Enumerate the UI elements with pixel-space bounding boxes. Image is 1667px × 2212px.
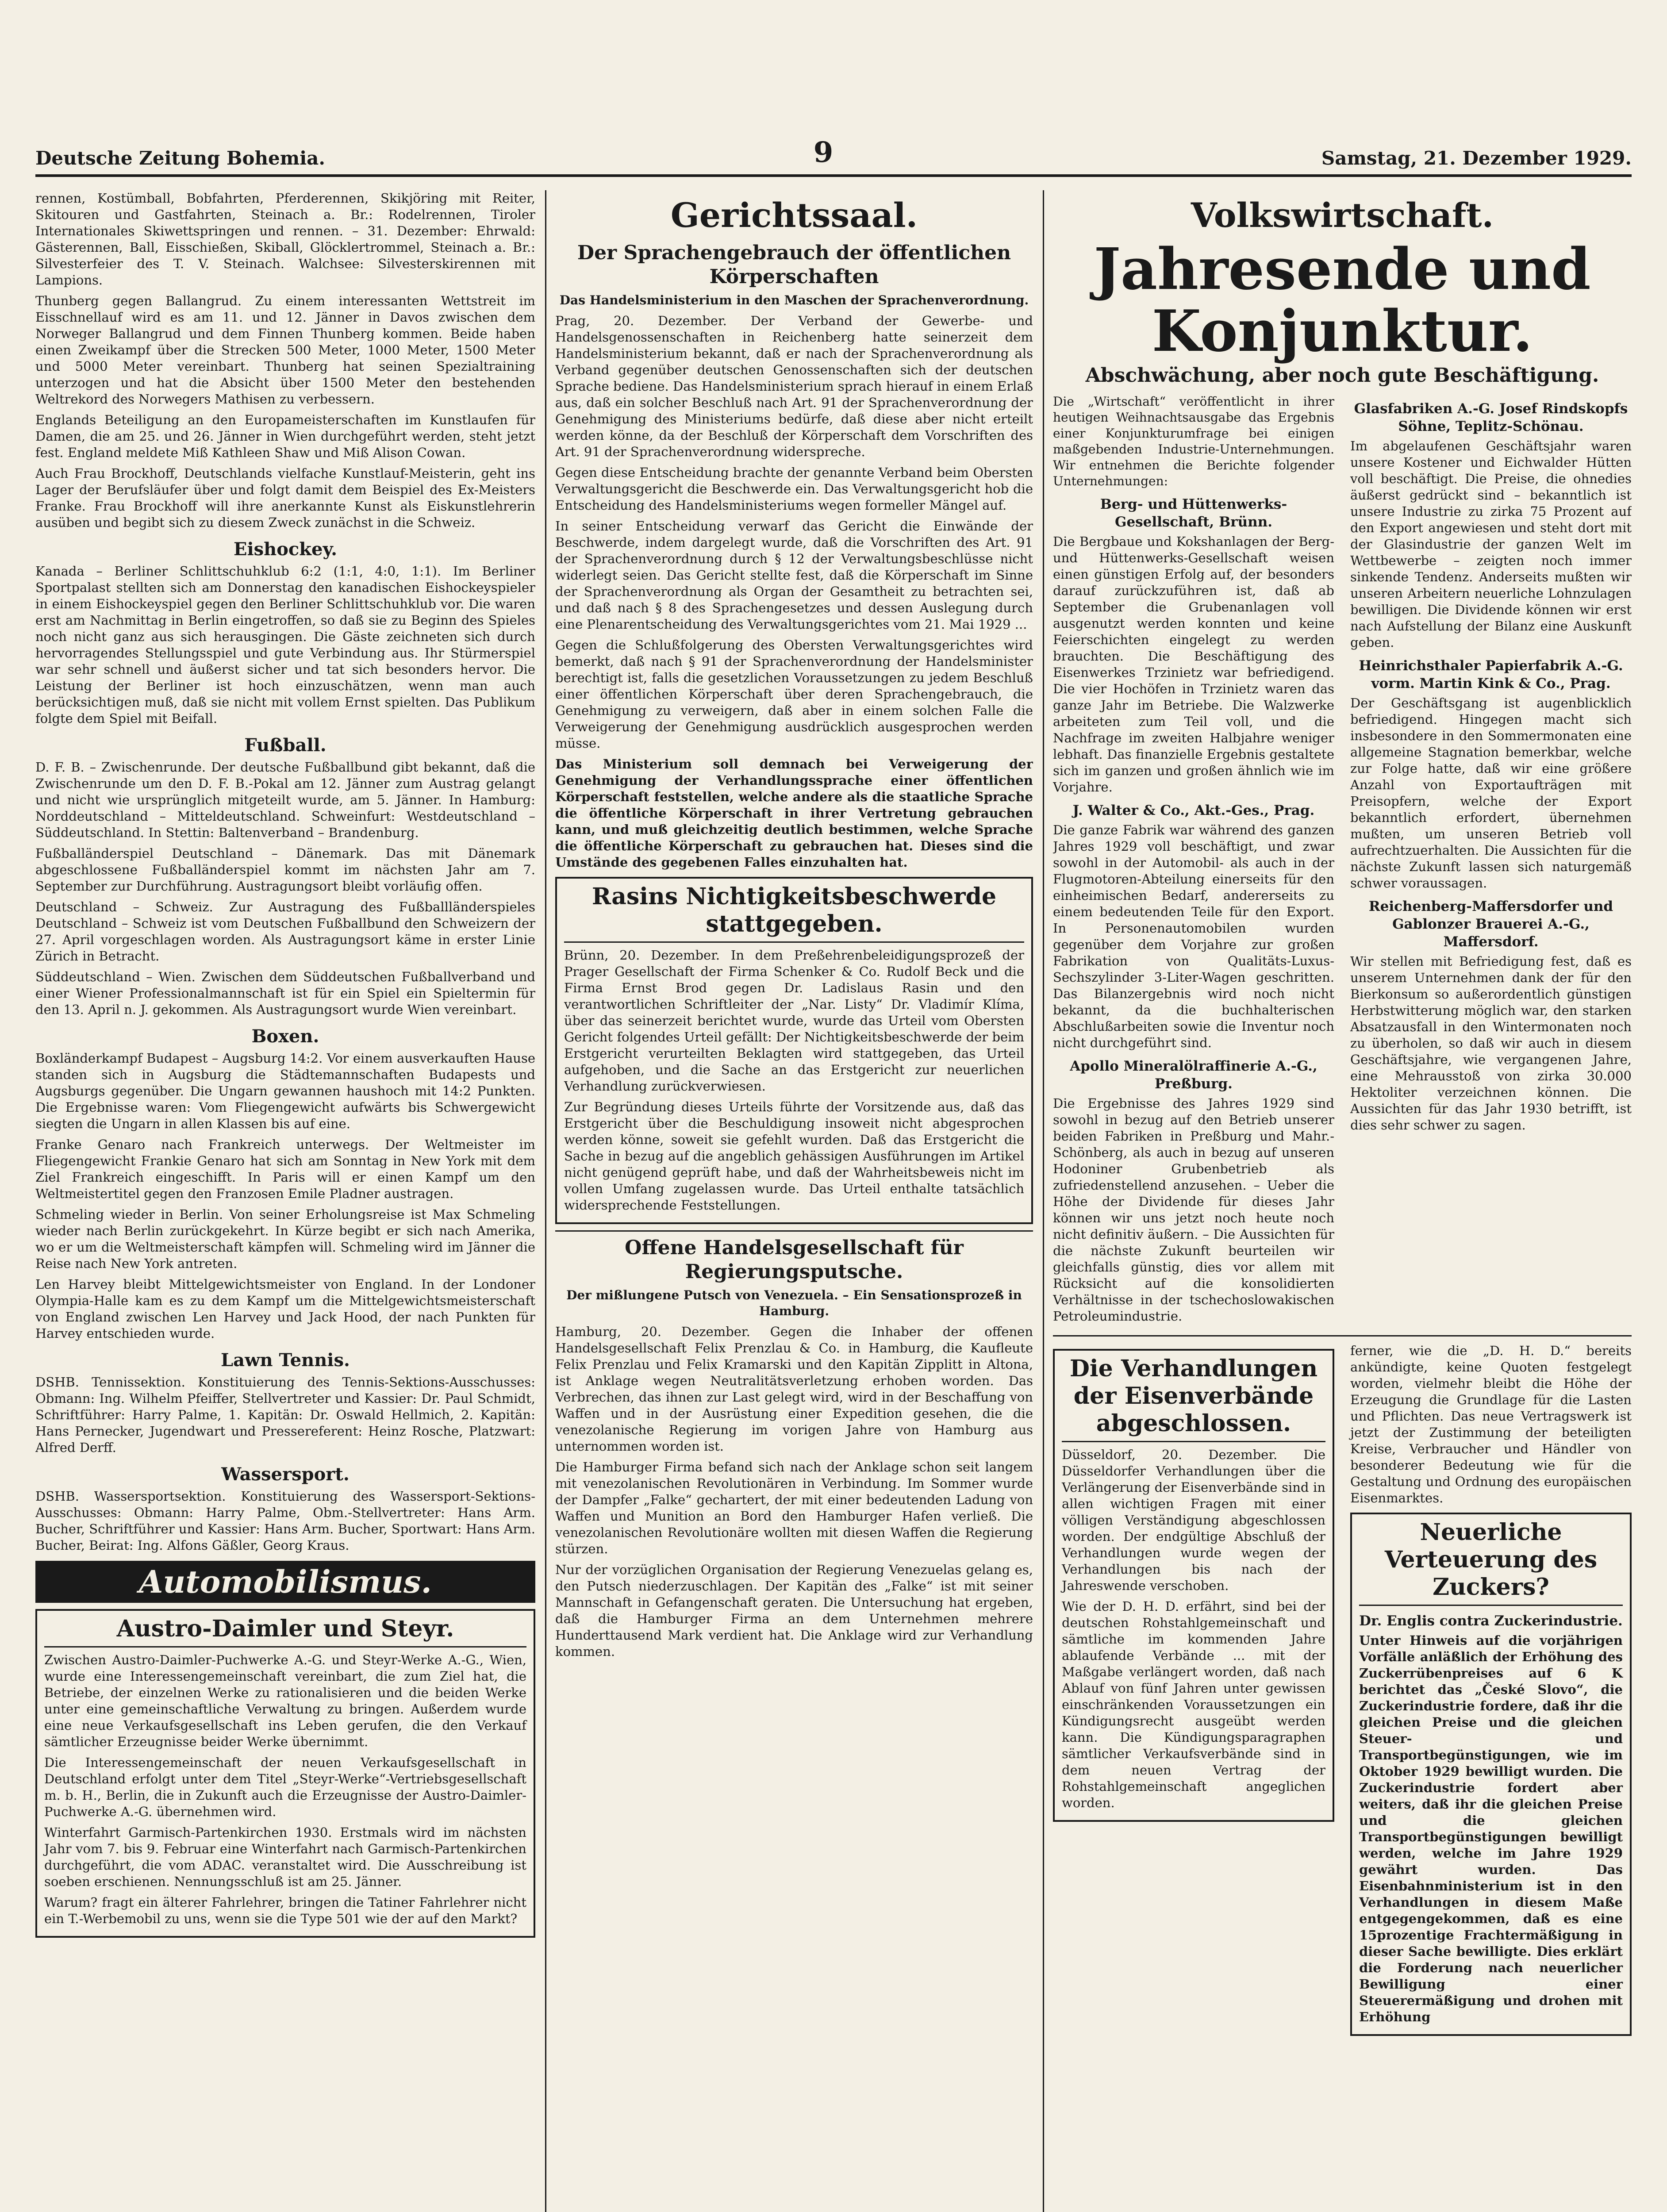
issue-date: Samstag, 21. Dezember 1929. <box>1321 147 1632 169</box>
main-subheadline: Abschwächung, aber noch gute Beschäftigung. <box>1085 364 1599 387</box>
section-heading: Boxen. <box>251 1026 319 1047</box>
firm-heading: Reichenberg-Maffersdorfer und Gablonzer Brauerei A.-G., Maffersdorf. <box>1368 899 1613 950</box>
paragraph: Die Ergebnisse des Jahres 1929 sind sowohl in bezug auf den Betrieb unserer beiden Fabriken in Preßburg und Mahr.-Schönberg, als auch in bezug auf unseren Hodoniner Grubenbetrieb als zufriedenstellend anzusehen. – Ueber die Höhe der Dividende für dieses Jahr können wir uns jetzt noch heute noch nicht definitiv äußern. – Die Aussichten für die nächste Zukunft beurteilen wir gleichfalls günstig, dies vor allem mit Rücksicht auf die konsolidierten Verhältnisse in der tschechoslowakischen Petroleumindustrie. <box>1053 1096 1334 1324</box>
newspaper-page <box>35 27 1632 2212</box>
box-title: Rasins Nichtigkeitsbeschwerde stattgegeben. <box>564 883 1024 943</box>
paragraph: DSHB. Tennissektion. Konstituierung des Tennis-Sektions-Ausschusses: Obmann: Ing. Wilhelm Pfeiffer, Stellvertreter und Kassier: Dr. Paul Schmidt, Schriftführer: Harry Palme, 1. Kapitän: Dr. Oswald Hellmich, 2. Kapitän: Hans Pernecker, Jugendwart und Pressereferent: Heinz Rosche, Platzwart: Alfred Derff. <box>35 1375 535 1455</box>
paragraph: Unter Hinweis auf die vorjährigen Vorfälle anläßlich der Erhöhung des Zuckerrübenpreises auf 6 K berichtet das „České Slovo“, die Zuckerindustrie fordere, daß ihr die gleichen Preise und die gleichen Steuer- und Transportbegünstigungen, wie im Oktober 1929 bewilligt wurden. Die Zuckerindustrie fordert aber weiters, daß ihr die gleichen Preise und die gleichen Transportbegünstigungen bewilligt werden, welche im Jahre 1929 gewährt wurden. Das Eisenbahnministerium ist in den Verhandlungen in diesem Maße entgegengekommen, daß es eine 15prozentige Frachtermäßigung in dieser Sache bewilligte. Dies erklärt die Forderung nach neuerlicher Bewilligung einer Steuerermäßigung und drohen mit Erhöhung <box>1359 1633 1623 2024</box>
firm-heading: Glasfabriken A.-G. Josef Rindskopfs Söhne, Teplitz-Schönau. <box>1354 401 1628 434</box>
section-heading: Lawn Tennis. <box>221 1350 350 1371</box>
paragraph: Auch Frau Brockhoff, Deutschlands vielfache Kunstlauf-Meisterin, geht ins Lager der Berufsläufer über und folgt damit dem Beispiel des Ex-Meisters Franke. Frau Brockhoff will ihre anerkannte Kunst als Eiskunstlehrerin ausüben und begibt sich zu diesem Zweck zunächst in die Schweiz. <box>35 466 535 530</box>
paragraph: D. F. B. – Zwischenrunde. Der deutsche Fußballbund gibt bekannt, daß die Zwischenrunde um den D. F. B.-Pokal am 12. Jänner zum Austrag gelangt und nicht wie ursprünglich mitgeteilt wurde, am 5. Jänner. In Hamburg: Norddeutschland – Mitteldeutschland. Schweinfurt: Westdeutschland – Süddeutschland. In Stettin: Baltenverband – Brandenburg. <box>35 760 535 840</box>
paragraph: Hamburg, 20. Dezember. Gegen die Inhaber der offenen Handelsgesellschaft Felix Prenzlau & Co. in Hamburg, die Kaufleute Felix Prenzlau und Felix Kramarski und den Kapitän Zipplitt in Altona, ist Anklage wegen Neutralitätsverletzung erhoben worden. Das Verbrechen, das ihnen zur Last gelegt wird, wird in der Beschaffung von Waffen und in der Ausrüstung einer Expedition gesehen, die die venezolanische Regierung im vorigen Jahre von Hamburg aus unternommen worden ist. <box>555 1324 1033 1454</box>
paper-name: Deutsche Zeitung Bohemia. <box>35 147 325 169</box>
paragraph: Süddeutschland – Wien. Zwischen dem Süddeutschen Fußballverband und einer Wiener Professionalmannschaft ist für ein Spiel ein Spieltermin für den 13. April n. J. gekommen. Als Austragungsort wurde Wien vereinbart. <box>35 969 535 1017</box>
paragraph: DSHB. Wassersportsektion. Konstituierung des Wassersport-Sektions-Ausschusses: Obmann: Harry Palme, Obm.-Stellvertreter: Hans Arm. Bucher, Schriftführer und Kassier: Hans Arm. Bucher, Sportwart: Hans Arm. Bucher, Beirat: Ing. Alfons Gäßler, Georg Kraus. <box>35 1489 535 1553</box>
box-title: Neuerliche Verteuerung des Zuckers? <box>1359 1519 1623 1606</box>
economy-subcolumns <box>1053 394 1632 1329</box>
paragraph: ferner, wie die „D. H. D.“ bereits ankündigte, keine Quoten festgelegt worden, vielmehr bleibt die Höhe der Erzeugung die Grundlage für die Lasten und Pflichten. Das neue Vertragswerk ist jetzt der Zustimmung der beteiligten Kreise, Verbraucher und Händler von besonderer Bedeutung wie für die Gestaltung und Ordnung des europäischen Eisenmarktes. <box>1350 1343 1632 1505</box>
paragraph: Gegen diese Entscheidung brachte der genannte Verband beim Obersten Verwaltungsgericht die Beschwerde ein. Das Verwaltungsgericht hob die Entscheidung des Handelsministeriums wegen formeller Mängel auf. <box>555 465 1033 513</box>
section-title: Volkswirtschaft. <box>1191 196 1494 235</box>
section-title: Gerichtssaal. <box>670 196 918 235</box>
paragraph: Düsseldorf, 20. Dezember. Die Düsseldorfer Verhandlungen über die Verlängerung der Eisenverbände sind in allen wichtigen Fragen mit einer völligen Verständigung abgeschlossen worden. Der endgültige Abschluß der Verhandlungen wurde wegen der Verhandlungen bis nach der Jahreswende verschoben. <box>1062 1447 1325 1593</box>
paragraph: Der Geschäftsgang ist augenblicklich befriedigend. Hingegen macht sich insbesondere in den Sommermonaten eine allgemeine Stagnation bemerkbar, welche zur Folge hatte, daß wir eine größere Anzahl von Exportaufträgen mit Preisopfern, welche der Export bekanntlich erfordert, übernehmen mußten, um unseren Betrieb voll aufrechtzuerhalten. Die Aussichten für die nächste Zukunft lassen sich naturgemäß schwer voraussagen. <box>1350 695 1632 891</box>
paragraph: Wir stellen mit Befriedigung fest, daß es unserem Unternehmen dank der für den Bierkonsum so außerordentlich günstigen Herbstwitterung möglich war, den starken Absatzausfall in den Wintermonaten noch zu überholen, so daß wir auch in diesem Geschäftsjahre, wie vergangenen Jahre, eine Mehrausstoß von zirka 30.000 Hektoliter verzeichnen können. Die Aussichten für das Jahr 1930 betrifft, ist dies sehr schwer zu sagen. <box>1350 954 1632 1133</box>
eisen-box <box>1053 1349 1334 1822</box>
paragraph: rennen, Kostümball, Bobfahrten, Pferderennen, Skikjöring mit Reiter, Skitouren und Gastfahrten, Steinach a. Br.: Rodelrennen, Tiroler Internationales Skiwettspringen und rennen. – 31. Dezember: Ehrwald: Gästerennen, Ball, Eisschießen, Skiball, Glöcklertrommel, Steinach a. Br.: Silvesterfeier des T. V. Steinach. Walchsee: Silvesterskirennen mit Lampions. <box>35 191 535 288</box>
section-heading: Wassersport. <box>221 1464 350 1485</box>
paragraph: Fußballänderspiel Deutschland – Dänemark. Das mit Dänemark abgeschlossene Fußballänderspiel kommt im nächsten Jahr am 7. September zur Durchführung. Austragungsort bleibt vorläufig offen. <box>35 846 535 894</box>
sport-column <box>35 190 535 2212</box>
main-headline: Jahresende und Konjunktur. <box>1094 236 1591 365</box>
paragraph: Englands Beteiligung an den Europameisterschaften im Kunstlaufen für Damen, die am 25. und 26. Jänner in Wien durchgeführt werden, steht jetzt fest. England meldete Miß Kathleen Shaw und Miß Alison Cowan. <box>35 412 535 460</box>
page-number: 9 <box>813 136 834 169</box>
court-column <box>555 190 1033 2212</box>
box-title: Die Verhandlungen der Eisenverbände abgeschlossen. <box>1062 1355 1325 1442</box>
divider <box>1053 1335 1632 1336</box>
rasin-box <box>555 877 1033 1224</box>
article-subheadline: Der mißlungene Putsch von Venezuela. – Ein Sensationsprozeß in Hamburg. <box>566 1288 1022 1318</box>
zucker-article <box>1350 1343 1632 2042</box>
paragraph: Im abgelaufenen Geschäftsjahr waren unsere Kostener und Eichwalder Hütten voll beschäftigt. Die Preise, die ohnedies äußerst gedrückt sind – bekanntlich ist unsere Industrie zu zirka 75 Prozent auf den Export angewiesen und steht dort mit der Glasindustrie der ganzen Welt im Wettbewerbe – zeigten noch immer sinkende Tendenz. Anderseits mußten wir unseren Arbeitern neuerliche Lohnzulagen bewilligen. Die Dividende können wir erst nach Aufstellung der Bilanz eine Auskunft geben. <box>1350 438 1632 650</box>
paragraph: Die ganze Fabrik war während des ganzen Jahres 1929 voll beschäftigt, und zwar sowohl in der Automobil- als auch in der Flugmotoren-Abteilung einerseits für den einheimischen Bedarf, andererseits zu einem bedeutenden Teile für den Export. In Personenautomobilen wurden gegenüber dem Vorjahre zur großen Fabrikation von Qualitäts-Luxus-Sechszylinder 3-Liter-Wagen geschritten. Das Bilanzergebnis wird noch nicht bekannt, da die buchhalterischen Abschlußarbeiten sowie die Inventur noch nicht durchgeführt sind. <box>1053 822 1334 1050</box>
article-subheadline: Das Handelsministerium in den Maschen der Sprachenverordnung. <box>559 293 1029 307</box>
firm-heading: Apollo Mineralölraffinerie A.-G., Preßburg. <box>1070 1058 1317 1092</box>
masthead <box>35 133 1632 177</box>
paragraph: Die Bergbaue und Kokshanlagen der Berg- und Hüttenwerks-Gesellschaft weisen einen günstigen Erfolg auf, der besonders darauf zurückzuführen ist, daß ab September die Grubenanlagen voll ausgenutzt werden konnten und keine Feierschichten eingelegt zu werden brauchten. Die Beschäftigung des Eisenwerkes Trzinietz war befriedigend. Die vier Hochöfen in Trzinietz waren das ganze Jahr im Betriebe. Die Walzwerke arbeiteten zum Teil voll, und die Nachfrage im zweiten Halbjahre weniger lebhaft. Das finanzielle Ergebnis gestaltete sich im ganzen und großen ähnlich wie im Vorjahre. <box>1053 534 1334 795</box>
economy-column <box>1053 190 1632 2212</box>
paragraph: Die „Wirtschaft“ veröffentlicht in ihrer heutigen Weihnachtsausgabe das Ergebnis einer Konjunkturumfrage bei einigen maßgebenden Industrie-Unternehmungen. Wir entnehmen die Berichte folgender Unternehmungen: <box>1053 394 1334 488</box>
paragraph: Kanada – Berliner Schlittschuhklub 6:2 (1:1, 4:0, 1:1). Im Berliner Sportpalast stellten sich am Donnerstag den kanadischen Eishockeyspieler in einem Eishockeyspiel gegen den Berliner Schlittschuhklub vor. Die waren erst am Nachmittag in Berlin eingetroffen, so daß sie zu Beginn des Spieles noch nicht ganz aus sich herausgingen. Die Gäste zeichneten sich durch hervorragendes Stellungsspiel und gute Verbindung aus. Ihr Stürmerspiel war sehr schnell und äußerst sicher und tat sich besonders hervor. Die Leistung der Berliner ist hoch einzuschätzen, wenn man auch berücksichtigen muß, daß sie nicht mit vollem Ernst spielten. Das Publikum folgte dem Spiel mit Beifall. <box>35 564 535 726</box>
column-rule <box>545 190 546 2212</box>
paragraph: Gegen die Schlußfolgerung des Obersten Verwaltungsgerichtes wird bemerkt, daß nach § 91 der Sprachenverordnung der Handelsminister berechtigt ist, falls die gesetzlichen Voraussetzungen zu jedem Beschluß einer öffentlichen Körperschaft über deren Sprachengebrauch, die Genehmigung zu verweigern, daß aber in einem solchen Falle die Verweigerung der Genehmigung ausdrücklich ausgesprochen werden müsse. <box>555 637 1033 751</box>
paragraph: Brünn, 20. Dezember. In dem Preßehrenbeleidigungsprozeß der Prager Gesellschaft der Firma Schenker & Co. Rudolf Beck und die Firma Ernst Brod gegen Dr. Ladislaus Rasin und den verantwortlichen Schriftleiter der „Nar. Listy“ Dr. Vladimír Klíma, über das seinerzeit berichtet wurde, wurde das Urteil vom Obersten Gericht folgendes Urteil gefällt: Der Nichtigkeitsbeschwerde der beim Erstgericht verurteilten Beklagten wird stattgegeben, das Urteil aufgehoben, und die Sache an das Erstgericht zur neuerlichen Verhandlung zurückverwiesen. <box>564 948 1024 1094</box>
column-rule <box>1043 190 1044 2212</box>
paragraph: Prag, 20. Dezember. Der Verband der Gewerbe- und Handelsgenossenschaften in Reichenberg hatte seinerzeit dem Handelsministerium bekannt, daß er nach der Sprachenverordnung als Verband gegenüber deutschen Genossenschaften sich der deutschen Sprache bediene. Das Handelsministerium sprach hierauf in einem Erlaß aus, daß ein solcher Beschluß nach Art. 91 der Sprachenverordnung der Genehmigung des Ministeriums bedürfe, daß diese aber nicht erteilt werden könne, da der Beschluß der Körperschaft dem Vorschriften des Art. 91 der Sprachenverordnung widerspreche. <box>555 313 1033 459</box>
automobilismus-banner: Automobilismus. <box>35 1561 535 1603</box>
paragraph: Das Ministerium soll demnach bei Verweigerung der Genehmigung der Verhandlungssprache einer öffentlichen Körperschaft feststellen, welche andere als die staatliche Sprache die öffentliche Körperschaft in ihrer Vertretung gebrauchen kann, und muß gleichzeitig deutlich bestimmen, welche Sprache die öffentliche Körperschaft zu gebrauchen hat. Dieses sind die Umstände des gegebenen Falles einzuhalten hat. <box>555 757 1033 870</box>
section-heading: Fußball. <box>244 735 326 756</box>
article-headline: Der Sprachengebrauch der öffentlichen Körperschaften <box>577 242 1011 288</box>
firm-heading: Heinrichsthaler Papierfabrik A.-G. vorm. Martin Kink & Co., Prag. <box>1359 658 1623 691</box>
article-headline: Offene Handelsgesellschaft für Regierungsputsche. <box>555 1230 1033 1284</box>
economy-right <box>1350 394 1632 1329</box>
paragraph: Die Hamburger Firma befand sich nach der Anklage schon seit langem mit venezolanischen Revolutionären in Verbindung. Im Sommer wurde der Dampfer „Falke“ gechartert, der mit einer bedeutenden Ladung von Waffen und Munition an Bord den Hamburger Hafen verließ. Die venezolanischen Revolutionäre wollten mit diesen Waffen die Regierung stürzen. <box>555 1459 1033 1556</box>
economy-left <box>1053 394 1334 1329</box>
box-title: Austro-Daimler und Steyr. <box>44 1615 526 1647</box>
firm-heading: J. Walter & Co., Akt.-Ges., Prag. <box>1072 803 1315 818</box>
paragraph: Len Harvey bleibt Mittelgewichtsmeister von England. In der Londoner Olympia-Halle kam es zu dem Kampf um die Mittelgewichtsmeisterschaft von England zwischen Len Harvey und Jack Hood, der nach Punkten für Harvey entschieden wurde. <box>35 1277 535 1341</box>
zucker-box <box>1350 1513 1632 2036</box>
article-subheadline: Dr. Englis contra Zuckerindustrie. <box>1359 1613 1623 1629</box>
paragraph: Schmeling wieder in Berlin. Von seiner Erholungsreise ist Max Schmeling wieder nach Berlin zurückgekehrt. In Kürze begibt er sich nach Amerika, wo er um die Weltmeisterschaft kämpfen will. Schmeling wird im Jänner die Reise nach New York antreten. <box>35 1207 535 1271</box>
paragraph: Thunberg gegen Ballangrud. Zu einem interessanten Wettstreit im Eisschnellauf wird es am 11. und 12. Jänner in Davos zwischen dem Norweger Ballangrud und dem Finnen Thunberg kommen. Beide haben einen Zweikampf über die Strecken 500 Meter, 1000 Meter, 1500 Meter und 5000 Meter vereinbart. Thunberg hat seinen Spezialtraining unterzogen und hat die Absicht über 1500 Meter den bestehenden Weltrekord des Norwegers Mathisen zu verbessern. <box>35 293 535 407</box>
economy-lower <box>1053 1343 1632 2042</box>
paragraph: Nur der vorzüglichen Organisation der Regierung Venezuelas gelang es, den Putsch niederzuschlagen. Der Kapitän des „Falke“ ist mit seiner Mannschaft in Gefangenschaft geraten. Die Untersuchung hat ergeben, daß die Hamburger Firma an dem Unternehmen mehrere Hunderttausend Mark verdient hat. Die Anklage wird zur Verhandlung kommen. <box>555 1562 1033 1659</box>
paragraph: Warum? fragt ein älterer Fahrlehrer, bringen die Tatiner Fahrlehrer nicht ein T.-Werbemobil zu uns, wenn sie die Type 501 wie der auf den Markt? <box>44 1895 526 1926</box>
paragraph: Deutschland – Schweiz. Zur Austragung des Fußballländerspieles Deutschland – Schweiz ist vom Deutschen Fußballbund den Schweizern der 27. April vorgeschlagen worden. Als Austragungsort käme in erster Linie Zürich in Betracht. <box>35 899 535 964</box>
paragraph: Die Interessengemeinschaft der neuen Verkaufsgesellschaft in Deutschland erfolgt unter dem Titel „Steyr-Werke“-Vertriebsgesellschaft m. b. H., Berlin, die in Zukunft auch die Erzeugnisse der Austro-Daimler-Puchwerke A.-G. übernehmen wird. <box>44 1755 526 1819</box>
eisen-article <box>1053 1343 1334 2042</box>
paragraph: Winterfahrt Garmisch-Partenkirchen 1930. Erstmals wird im nächsten Jahr vom 7. bis 9. Februar eine Winterfahrt nach Garmisch-Partenkirchen durchgeführt, die vom ADAC. veranstaltet wird. Die Ausschreibung ist soeben erschienen. Nennungsschluß ist am 25. Jänner. <box>44 1825 526 1889</box>
paragraph: Boxländerkampf Budapest – Augsburg 14:2. Vor einem ausverkauften Hause standen sich in Augsburg die Städtemannschaften Budapests und Augsburgs gegenüber. Die Ungarn gewannen haushoch mit 14:2 Punkten. Die Ergebnisse waren: Vom Fliegengewicht aufwärts bis Schwergewicht siegten die Ungarn in allen Klassen bis auf eine. <box>35 1051 535 1131</box>
section-heading: Eishockey. <box>233 539 338 560</box>
austro-daimler-box <box>35 1609 535 1938</box>
paragraph: Wie der D. H. D. erfährt, sind bei der deutschen Rohstahlgemeinschaft und sämtliche im kommenden Jahre ablaufende Verbände ... mit der Maßgabe verlängert worden, daß nach Ablauf von fünf Jahren unter gewissen einschränkenden Voraussetzungen ein Kündigungsrecht ausgeübt werden kann. Die Kündigungsparagraphen sämtlicher Verkaufsverbände sind in dem neuen Vertrag der Rohstahlgemeinschaft angeglichen worden. <box>1062 1599 1325 1810</box>
paragraph: Franke Genaro nach Frankreich unterwegs. Der Weltmeister im Fliegengewicht Frankie Genaro hat sich am Sonntag in New York mit dem Ziel Frankreich eingeschifft. In Paris will er einen Kampf um den Weltmeistertitel gegen den Franzosen Emile Pladner austragen. <box>35 1137 535 1201</box>
paragraph: In seiner Entscheidung verwarf das Gericht die Einwände der Beschwerde, indem dargelegt wurde, daß die Vorschriften des Art. 91 der Sprachenverordnung durch § 12 der Verwaltungsbeschlüsse nicht widerlegt seien. Das Gericht stellte fest, daß die Körperschaft im Sinne der Sprachenverordnung als Organ der Gesamtheit zu betrachten sei, und daß nach § 8 des Sprachengesetzes und dessen Auslegung durch eine Plenarentscheidung des Verwaltungsgerichtes vom 21. Mai 1929 ... <box>555 518 1033 632</box>
paragraph: Zwischen Austro-Daimler-Puchwerke A.-G. und Steyr-Werke A.-G., Wien, wurde eine Interessengemeinschaft vereinbart, die zum Ziel hat, die Betriebe, der einzelnen Werke zu rationalisieren und die beiden Werke unter eine gemeinschaftliche Verwaltung zu bringen. Außerdem wurde eine neue Verkaufsgesellschaft ins Leben gerufen, die den Verkauf sämtlicher Erzeugnisse beider Werke übernimmt. <box>44 1652 526 1749</box>
firm-heading: Berg- und Hüttenwerks-Gesellschaft, Brünn. <box>1100 496 1287 530</box>
paragraph: Zur Begründung dieses Urteils führte der Vorsitzende aus, daß das Erstgericht über die Beschuldigung insoweit nicht abgesprochen werden könne, soweit sie gefehlt wurden. Daß das Erstgericht die Sache in bezug auf die angeblich gehässigen Ausführungen im Artikel nicht genügend geprüft habe, und daß der Wahrheitsbeweis nicht im vollen Umfang zugelassen wurde. Das Urteil enthalte tatsächlich widersprechende Feststellungen. <box>564 1099 1024 1213</box>
